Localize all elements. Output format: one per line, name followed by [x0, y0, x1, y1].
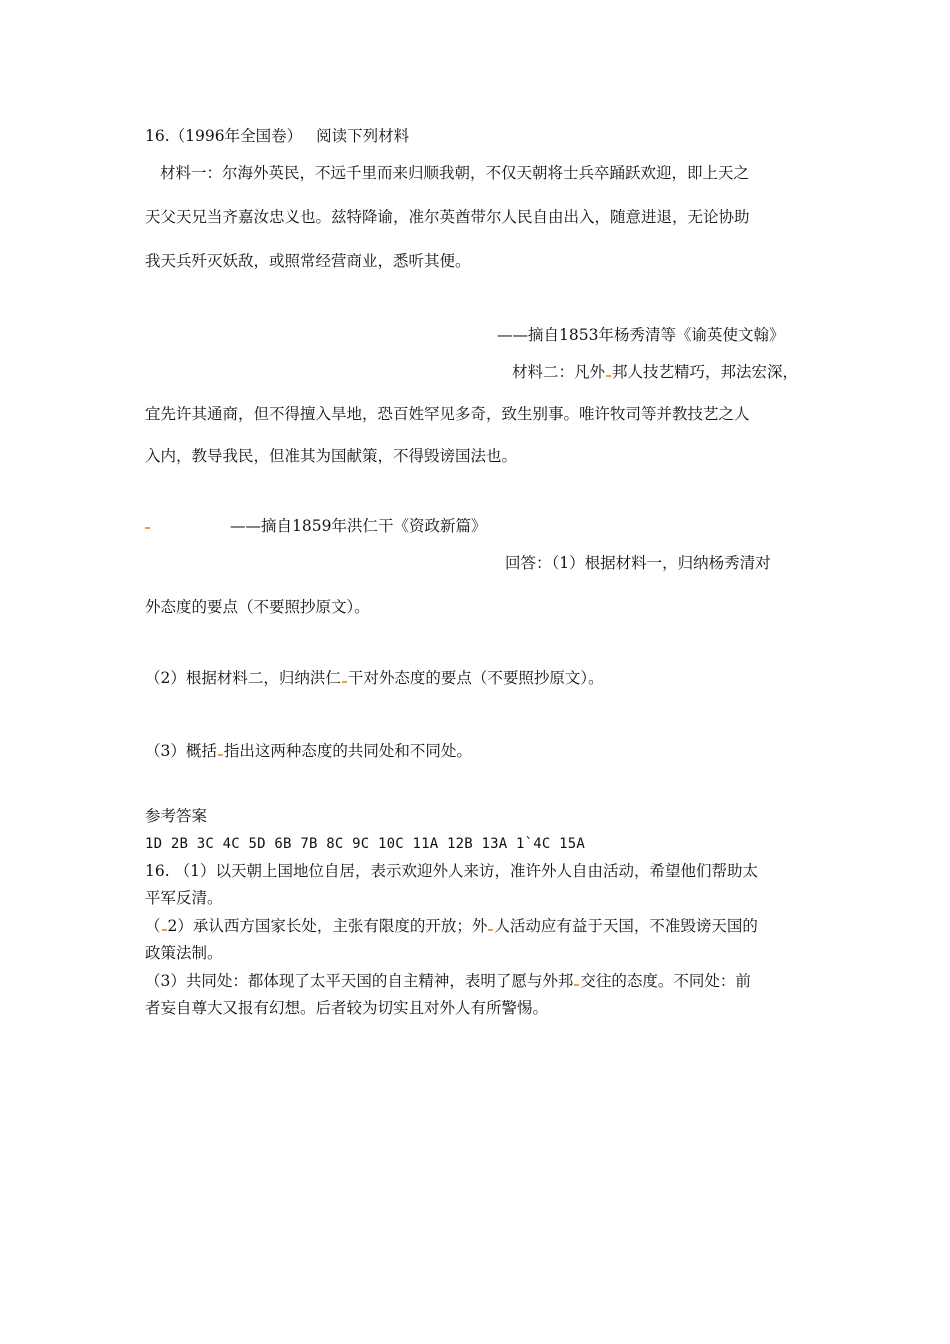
material-2-source: ——摘自1859年洪仁干《资政新篇》: [230, 517, 487, 535]
answer-16-line-1: 16. （1）以天朝上国地位自居，表示欢迎外人来访，准许外人自由活动，希望他们帮助太: [145, 862, 758, 880]
answers-title: 参考答案: [145, 807, 208, 825]
question-3: （3）概括 指出这两种态度的共同处和不同处。: [145, 742, 472, 760]
material-2-line-3: 入内，教导我民，但准其为国献策，不得毁谤国法也。: [145, 447, 518, 465]
answer-2-line-1: （ 2）承认西方国家长处，主张有限度的开放；外 人活动应有益于天国，不准毁谤天国的: [145, 917, 758, 935]
question-heading: [145, 126, 409, 146]
material-2-line-2: 宜先许其通商，但不得擅入旱地，恐百姓罕见多奇，致生别事。唯许牧司等并教技艺之人: [145, 405, 750, 423]
question-prompt: 阅读下列材料: [316, 127, 410, 145]
highlight-mark: [218, 754, 223, 756]
material-1-line-3: 我天兵歼灭妖敌，或照常经营商业，悉听其便。: [145, 252, 471, 270]
choice-answers: 1D 2B 3C 4C 5D 6B 7B 8C 9C 10C 11A 12B 13A 1`4C 15A: [145, 836, 586, 852]
question-1-line-1: 回答：（1）根据材料一，归纳杨秀清对: [505, 554, 771, 572]
answer-2-line-2: 政策法制。: [145, 944, 223, 962]
highlight-mark: [606, 375, 611, 377]
answer-3-line-1: （3）共同处：都体现了太平天国的自主精神，表明了愿与外邦 交往的态度。不同处：前: [145, 972, 751, 990]
material-1-source: ——摘自1853年杨秀清等《谕英使文翰》: [497, 326, 785, 344]
question-source: （1996年全国卷）: [169, 127, 303, 145]
question-2: （2）根据材料二，归纳洪仁 干对外态度的要点（不要照抄原文）。: [145, 669, 604, 687]
highlight-mark: [488, 929, 493, 931]
question-number: 16.: [145, 127, 170, 145]
highlight-mark: [342, 681, 347, 683]
answer-3-line-2: 者妄自尊大又报有幻想。后者较为切实且对外人有所警惕。: [145, 999, 549, 1017]
highlight-mark: [162, 929, 167, 931]
question-1-line-2: 外态度的要点（不要照抄原文）。: [145, 598, 370, 616]
answer-16-line-2: 平军反清。: [145, 889, 223, 907]
material-1-line-2: 天父天兄当齐嘉汝忠义也。兹特降谕，准尔英酋带尔人民自由出入，随意进退，无论协助: [145, 208, 750, 226]
highlight-mark: [574, 984, 579, 986]
material-1-line-1: 材料一：尔海外英民，不远千里而来归顺我朝，不仅天朝将士兵卒踊跃欢迎，即上天之: [160, 164, 750, 182]
material-2-line-1: 材料二：凡外 邦人技艺精巧，邦法宏深，: [512, 363, 799, 381]
highlight-mark: [145, 527, 150, 529]
